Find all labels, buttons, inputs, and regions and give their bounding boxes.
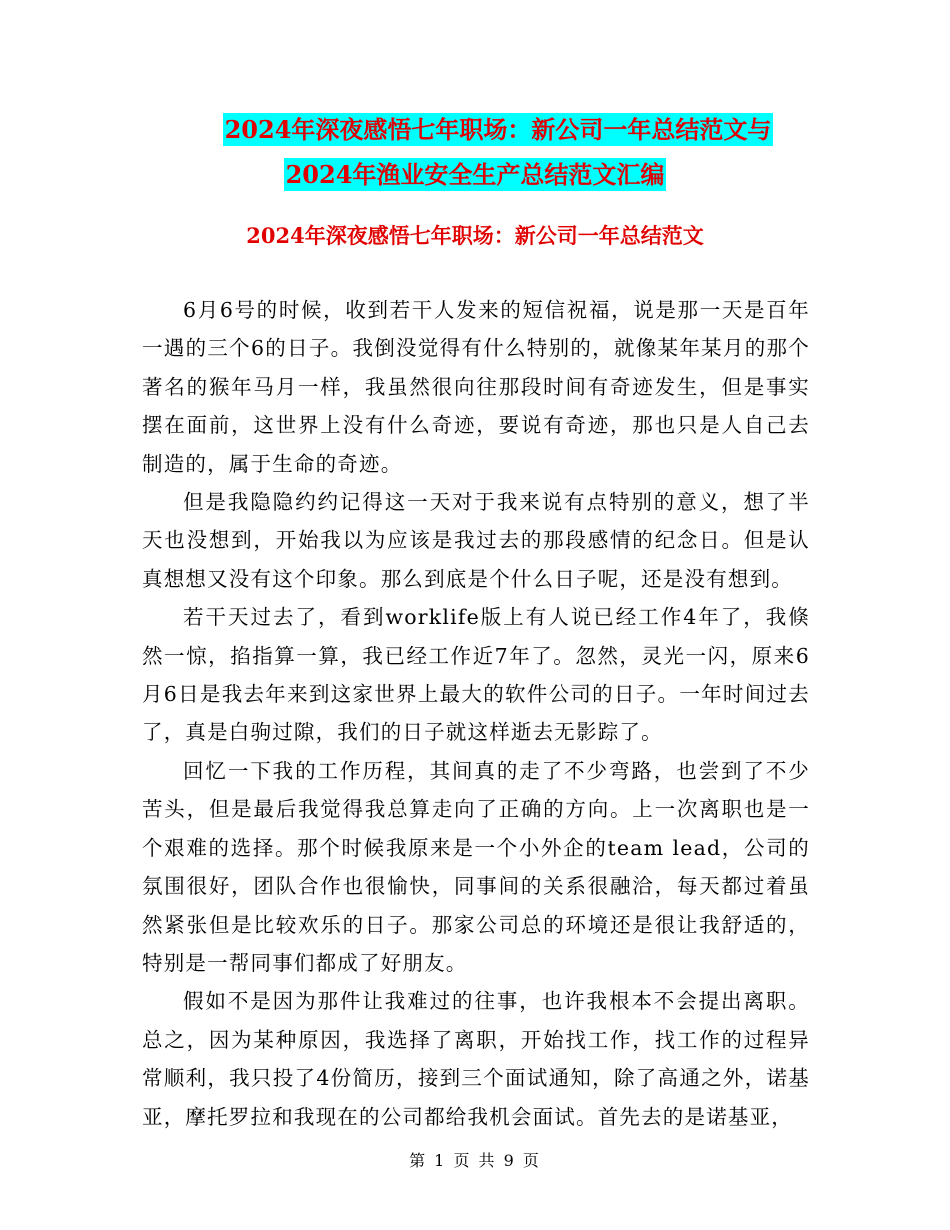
title-highlight-2: 2024年渔业安全生产总结范文汇编 xyxy=(285,160,665,189)
document-title-line-2 xyxy=(0,155,950,195)
paragraph: 若干天过去了，看到worklife版上有人说已经工作4年了，我倏然一惊，掐指算一算，我已经工作近7年了。忽然，灵光一闪，原来6月6日是我去年来到这家世界上最大的软件公司的日子。一年时间过去了，真是白驹过隙，我们的日子就这样逝去无影踪了。 xyxy=(142,605,810,745)
page-footer: 第 1 页 共 9 页 xyxy=(409,1151,541,1170)
paragraph: 回忆一下我的工作历程，其间真的走了不少弯路，也尝到了不少苦头，但是最后我觉得我总算走向了正确的方向。上一次离职也是一个艰难的选择。那个时候我原来是一个小外企的team lead，公司的氛围很好，团队合作也很愉快，同事间的关系很融洽，每天都过着虽然紧张但是比较欢乐的日子。那家公司总的环境还是很让我舒适的，特别是一帮同事们都成了好朋友。 xyxy=(142,758,810,975)
paragraph: 但是我隐隐约约记得这一天对于我来说有点特别的意义，想了半天也没想到，开始我以为应该是我过去的那段感情的纪念日。但是认真想想又没有这个印象。那么到底是个什么日子呢，还是没有想到。 xyxy=(142,490,810,591)
paragraph: 6月6号的时候，收到若干人发来的短信祝福，说是那一天是百年一遇的三个6的日子。我倒没觉得有什么特别的，就像某年某月的那个著名的猴年马月一样，我虽然很向往那段时间有奇迹发生，但是事实摆在面前，这世界上没有什么奇迹，要说有奇迹，那也只是人自己去制造的，属于生命的奇迹。 xyxy=(142,298,810,476)
section-title: 2024年深夜感悟七年职场：新公司一年总结范文 xyxy=(246,223,704,248)
paragraph: 假如不是因为那件让我难过的往事，也许我根本不会提出离职。总之，因为某种原因，我选择了离职，开始找工作，找工作的过程异常顺利，我只投了4份简历，接到三个面试通知，除了高通之外，诺基亚，摩托罗拉和我现在的公司都给我机会面试。首先去的是诺基亚， xyxy=(142,989,810,1129)
title-highlight-1: 2024年深夜感悟七年职场：新公司一年总结范文与 xyxy=(224,115,772,144)
body-text xyxy=(142,291,810,1136)
document-title-line-1 xyxy=(23,110,950,150)
